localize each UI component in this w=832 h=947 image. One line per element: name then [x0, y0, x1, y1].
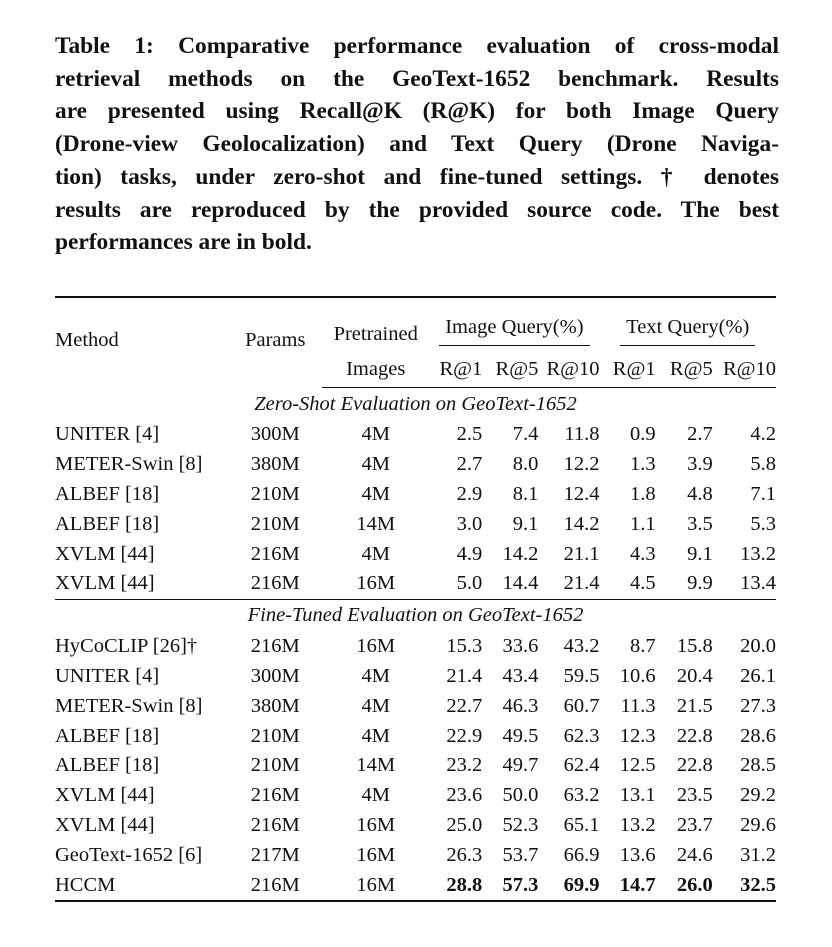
- metric-cell: 8.1: [512, 482, 539, 505]
- params-cell: 210M: [250, 512, 300, 535]
- metric-cell: 13.2: [619, 813, 656, 836]
- metric-cell: 25.0: [446, 813, 483, 836]
- metric-cell: 12.5: [619, 754, 656, 777]
- section-title-row: [55, 388, 776, 421]
- metric-cell: 20.0: [740, 635, 776, 658]
- metric-cell: 21.4: [446, 664, 483, 687]
- metric-cell: 10.6: [619, 664, 656, 687]
- metric-cell: 1.1: [629, 512, 656, 535]
- metric-cell: 14.2: [563, 512, 600, 535]
- metric-cell: 23.2: [446, 754, 483, 777]
- metric-cell: 49.7: [502, 754, 539, 777]
- metric-cell: 21.4: [538, 569, 599, 599]
- metric-cell: 62.3: [563, 724, 600, 747]
- metric-cell: 22.8: [676, 754, 713, 777]
- metric-cell: 31.2: [740, 843, 776, 866]
- params-cell: 300M: [250, 664, 300, 687]
- metric-cell: 26.1: [740, 664, 776, 687]
- metric-cell: 12.3: [619, 724, 656, 747]
- header-params: Params: [245, 328, 306, 351]
- metric-cell: 26.3: [446, 843, 483, 866]
- table-row: [55, 480, 776, 510]
- table-row: [55, 870, 776, 901]
- metric-cell: 22.9: [446, 724, 483, 747]
- metric-cell: 22.8: [676, 724, 713, 747]
- metric-cell: 8.0: [512, 453, 539, 476]
- header-text-query: Text Query(%): [600, 298, 776, 351]
- metric-cell: 11.8: [564, 423, 600, 446]
- metric-cell: 7.1: [750, 482, 776, 505]
- method-cell: ALBEF [18]: [55, 512, 160, 535]
- images-cell: 16M: [322, 569, 429, 599]
- metric-cell: 5.8: [750, 453, 776, 476]
- table-row: [55, 840, 776, 870]
- images-cell: 16M: [322, 870, 429, 901]
- table-row: [55, 509, 776, 539]
- images-cell: 16M: [356, 813, 396, 836]
- images-cell: 16M: [356, 635, 396, 658]
- header-metric: R@5: [656, 351, 713, 388]
- metric-cell: 23.7: [676, 813, 713, 836]
- metric-cell: 21.1: [563, 542, 600, 565]
- params-cell: 216M: [250, 784, 300, 807]
- caption-line: (Drone-view Geolocalization) and Text Query (Drone Naviga-: [55, 131, 779, 158]
- method-cell: METER-Swin [8]: [55, 453, 203, 476]
- method-cell: XVLM [44]: [55, 542, 155, 565]
- params-cell: 300M: [250, 423, 300, 446]
- metric-cell: 3.0: [456, 512, 483, 535]
- metric-cell: 66.9: [563, 843, 600, 866]
- table-row: [55, 632, 776, 662]
- metric-cell: 59.5: [563, 664, 600, 687]
- metric-cell: 13.6: [619, 843, 656, 866]
- header-metric: R@5: [482, 351, 538, 388]
- method-cell: HyCoCLIP [26]†: [55, 635, 198, 658]
- metric-cell: 29.6: [740, 813, 776, 836]
- caption-line: tion) tasks, under zero-shot and fine-tuned settings. † denotes: [55, 163, 779, 190]
- metric-cell: 29.2: [740, 784, 776, 807]
- table-row: [55, 721, 776, 751]
- metric-cell: 53.7: [502, 843, 539, 866]
- images-cell: 4M: [361, 453, 390, 476]
- metric-cell: 15.3: [446, 635, 483, 658]
- metric-cell: 57.3: [482, 870, 538, 901]
- caption-line: performances are in bold.: [55, 229, 312, 256]
- images-cell: 16M: [356, 843, 396, 866]
- results-table: [55, 296, 776, 902]
- metric-cell: 9.1: [687, 542, 713, 565]
- metric-cell: 2.7: [456, 453, 483, 476]
- metric-cell: 2.7: [687, 423, 713, 446]
- metric-cell: 9.1: [512, 512, 539, 535]
- params-cell: 210M: [250, 482, 300, 505]
- header-images: Images: [322, 351, 429, 388]
- metric-cell: 24.6: [676, 843, 713, 866]
- metric-cell: 12.2: [563, 453, 600, 476]
- metric-cell: 5.0: [429, 569, 482, 599]
- metric-cell: 23.6: [446, 784, 483, 807]
- table-caption: [55, 30, 779, 259]
- method-cell: HCCM: [55, 870, 228, 901]
- method-cell: XVLM [44]: [55, 813, 155, 836]
- metric-cell: 21.5: [676, 694, 713, 717]
- method-cell: XVLM [44]: [55, 569, 228, 599]
- method-cell: GeoText-1652 [6]: [55, 843, 203, 866]
- metric-cell: 12.4: [563, 482, 600, 505]
- metric-cell: 20.4: [676, 664, 713, 687]
- images-cell: 4M: [361, 784, 390, 807]
- metric-cell: 5.3: [750, 512, 776, 535]
- images-cell: 14M: [356, 512, 396, 535]
- method-cell: ALBEF [18]: [55, 482, 160, 505]
- metric-cell: 13.4: [713, 569, 776, 599]
- metric-cell: 28.8: [429, 870, 482, 901]
- caption-line: Table 1: Comparative performance evaluation of cross-modal: [55, 33, 779, 59]
- images-cell: 4M: [361, 724, 390, 747]
- method-cell: UNITER [4]: [55, 664, 160, 687]
- metric-cell: 4.2: [750, 423, 776, 446]
- images-cell: 4M: [361, 694, 390, 717]
- metric-cell: 22.7: [446, 694, 483, 717]
- table-row: [55, 811, 776, 841]
- table-row: [55, 539, 776, 569]
- images-cell: 4M: [361, 664, 390, 687]
- metric-cell: 26.0: [656, 870, 713, 901]
- metric-cell: 13.2: [740, 542, 776, 565]
- metric-cell: 23.5: [676, 784, 713, 807]
- metric-cell: 65.1: [563, 813, 600, 836]
- table-row: [55, 662, 776, 692]
- metric-cell: 1.8: [629, 482, 656, 505]
- metric-cell: 50.0: [502, 784, 539, 807]
- metric-cell: 0.9: [629, 423, 656, 446]
- metric-cell: 15.8: [676, 635, 713, 658]
- metric-cell: 2.9: [456, 482, 483, 505]
- table-row: [55, 420, 776, 450]
- images-cell: 4M: [361, 482, 390, 505]
- section-title: Fine-Tuned Evaluation on GeoText-1652: [247, 604, 584, 627]
- caption-line: results are reproduced by the provided source code. The best: [55, 196, 779, 223]
- metric-cell: 3.5: [687, 512, 713, 535]
- images-cell: 14M: [356, 754, 396, 777]
- metric-cell: 28.5: [740, 754, 776, 777]
- metric-cell: 28.6: [740, 724, 776, 747]
- table-row: [55, 691, 776, 721]
- header-image-query: Image Query(%): [429, 298, 599, 351]
- params-cell: 217M: [250, 843, 300, 866]
- method-cell: XVLM [44]: [55, 784, 155, 807]
- metric-cell: 4.8: [687, 482, 713, 505]
- metric-cell: 60.7: [563, 694, 600, 717]
- header-metric: R@1: [600, 351, 656, 388]
- metric-cell: 63.2: [563, 784, 600, 807]
- header-pretrained: Pretrained: [333, 323, 418, 345]
- metric-cell: 32.5: [713, 870, 776, 901]
- metric-cell: 3.9: [687, 453, 713, 476]
- table-row: [55, 781, 776, 811]
- section-title: Zero-Shot Evaluation on GeoText-1652: [254, 392, 577, 415]
- metric-cell: 1.3: [629, 453, 656, 476]
- metric-cell: 14.4: [482, 569, 538, 599]
- params-cell: 216M: [228, 870, 322, 901]
- metric-cell: 9.9: [656, 569, 713, 599]
- method-cell: METER-Swin [8]: [55, 694, 203, 717]
- method-cell: ALBEF [18]: [55, 724, 160, 747]
- metric-cell: 46.3: [502, 694, 539, 717]
- metric-cell: 4.5: [600, 569, 656, 599]
- table-row: [55, 569, 776, 599]
- params-cell: 210M: [250, 754, 300, 777]
- metric-cell: 7.4: [512, 423, 539, 446]
- metric-cell: 4.9: [456, 542, 483, 565]
- metric-cell: 69.9: [538, 870, 599, 901]
- metric-cell: 8.7: [629, 635, 656, 658]
- metric-cell: 14.2: [502, 542, 539, 565]
- metric-cell: 43.2: [563, 635, 600, 658]
- params-cell: 380M: [250, 694, 300, 717]
- metric-cell: 11.3: [620, 694, 656, 717]
- images-cell: 4M: [361, 423, 390, 446]
- header-metric: R@10: [538, 351, 599, 388]
- section-title-row: [55, 599, 776, 632]
- params-cell: 216M: [250, 542, 300, 565]
- header-method: Method: [55, 328, 119, 351]
- metric-cell: 52.3: [502, 813, 539, 836]
- caption-line: retrieval methods on the GeoText-1652 benchmark. Results: [55, 65, 779, 92]
- metric-cell: 14.7: [600, 870, 656, 901]
- metric-cell: 27.3: [740, 694, 776, 717]
- metric-cell: 62.4: [563, 754, 600, 777]
- header-metric: R@10: [713, 351, 776, 388]
- method-cell: UNITER [4]: [55, 423, 160, 446]
- params-cell: 210M: [250, 724, 300, 747]
- table-row: [55, 450, 776, 480]
- params-cell: 216M: [250, 813, 300, 836]
- metric-cell: 43.4: [502, 664, 539, 687]
- metric-cell: 49.5: [502, 724, 539, 747]
- metric-cell: 33.6: [502, 635, 539, 658]
- header-row: [55, 298, 776, 351]
- metric-cell: 13.1: [619, 784, 656, 807]
- images-cell: 4M: [361, 542, 390, 565]
- params-cell: 216M: [228, 569, 322, 599]
- metric-cell: 2.5: [456, 423, 483, 446]
- caption-line: are presented using Recall@K (R@K) for both Image Query: [55, 98, 779, 125]
- metric-cell: 4.3: [629, 542, 656, 565]
- table-row: [55, 751, 776, 781]
- header-metric: R@1: [429, 351, 482, 388]
- params-cell: 216M: [250, 635, 300, 658]
- method-cell: ALBEF [18]: [55, 754, 160, 777]
- params-cell: 380M: [250, 453, 300, 476]
